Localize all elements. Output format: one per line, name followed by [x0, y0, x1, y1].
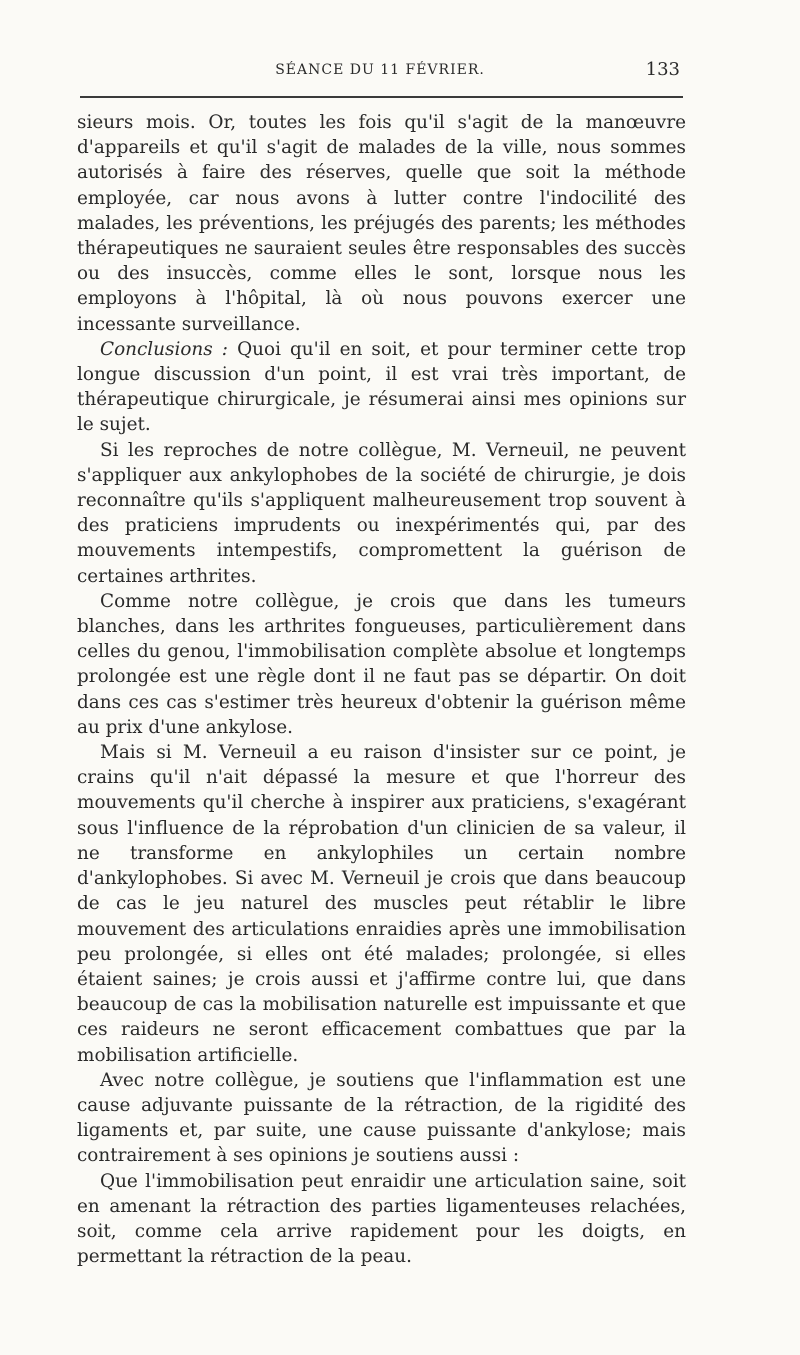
paragraph-continuation — [77, 110, 686, 337]
paragraph — [77, 1169, 686, 1270]
paragraph — [77, 589, 686, 740]
paragraph-text: Que l'immobilisation peut enraidir une articulation saine, soit en amenant la rétraction des parties ligamenteuses relachées, soit, comme cela arrive rapidement pour les doigts, en permettant la rétraction de la peau. — [77, 1170, 686, 1268]
page-header — [80, 58, 680, 88]
paragraph — [77, 438, 686, 589]
paragraph-text: Si les reproches de notre collègue, M. Verneuil, ne peuvent s'appliquer aux ankylophobes de la société de chirurgie, je dois reconnaître qu'ils s'appliquent malheureusement trop souvent à des praticiens imprudents ou inexpérimentés qui, par des mouvements intempestifs, compromettent la guérison de certaines arthrites. — [77, 439, 686, 587]
paragraph-text: Avec notre collègue, je soutiens que l'inflammation est une cause adjuvante puissante de la rétraction, de la rigidité des ligaments et, par suite, une cause puissante d'ankylose; mais contrairement à ses opinions je soutiens aussi : — [77, 1069, 686, 1167]
paragraph-text: Comme notre collègue, je crois que dans les tumeurs blanches, dans les arthrites fongueuses, particulièrement dans celles du genou, l'immobilisation complète absolue et longtemps prolongée est une règle dont il ne faut pas se départir. On doit dans ces cas s'estimer très heureux d'obtenir la guérison même au prix d'une ankylose. — [77, 590, 686, 738]
paragraph — [77, 1068, 686, 1169]
body-text — [77, 110, 686, 1269]
paragraph-text: Quoi qu'il en soit, et pour terminer cette trop longue discussion d'un point, il est vrai très important, de thérapeutique chirurgicale, je résumerai ainsi mes opinions sur le sujet. — [77, 338, 686, 436]
paragraph-text: Mais si M. Verneuil a eu raison d'insister sur ce point, je crains qu'il n'ait dépassé la mesure et que l'horreur des mouvements qu'il cherche à inspirer aux praticiens, s'exagérant sous l'influence de la réprobation d'un clinicien de sa valeur, il ne transforme en ankylophiles un certain nombre d'ankylophobes. Si avec M. Verneuil je crois que dans beaucoup de cas le jeu naturel des muscles peut rétablir le libre mouvement des articulations enraidies après une immobilisation peu prolongée, si elles ont été malades; prolongée, si elles étaient saines; je crois aussi et j'affirme contre lui, que dans beaucoup de cas la mobilisation naturelle est impuissante et que ces raideurs ne seront efficacement combattues que par la mobilisation artificielle. — [77, 742, 686, 1066]
paragraph — [77, 740, 686, 1068]
header-rule — [80, 96, 683, 98]
page-number: 133 — [645, 59, 680, 80]
paragraph-text: sieurs mois. Or, toutes les fois qu'il s'agit de la manœuvre d'appareils et qu'il s'agit de malades de la ville, nous sommes autorisés à faire des réserves, quelle que soit la méthode employée, car nous avons à lutter contre l'indocilité des malades, les préventions, les préjugés des parents; les méthodes thérapeutiques ne sauraient seules être responsables des succès ou des insuccès, comme elles le sont, lorsque nous les employons à l'hôpital, là où nous pouvons exercer une incessante surveillance. — [77, 112, 686, 335]
running-title: SÉANCE DU 11 FÉVRIER. — [275, 62, 485, 78]
paragraph-conclusions — [77, 337, 686, 438]
conclusions-lead: Conclusions : — [100, 338, 228, 360]
